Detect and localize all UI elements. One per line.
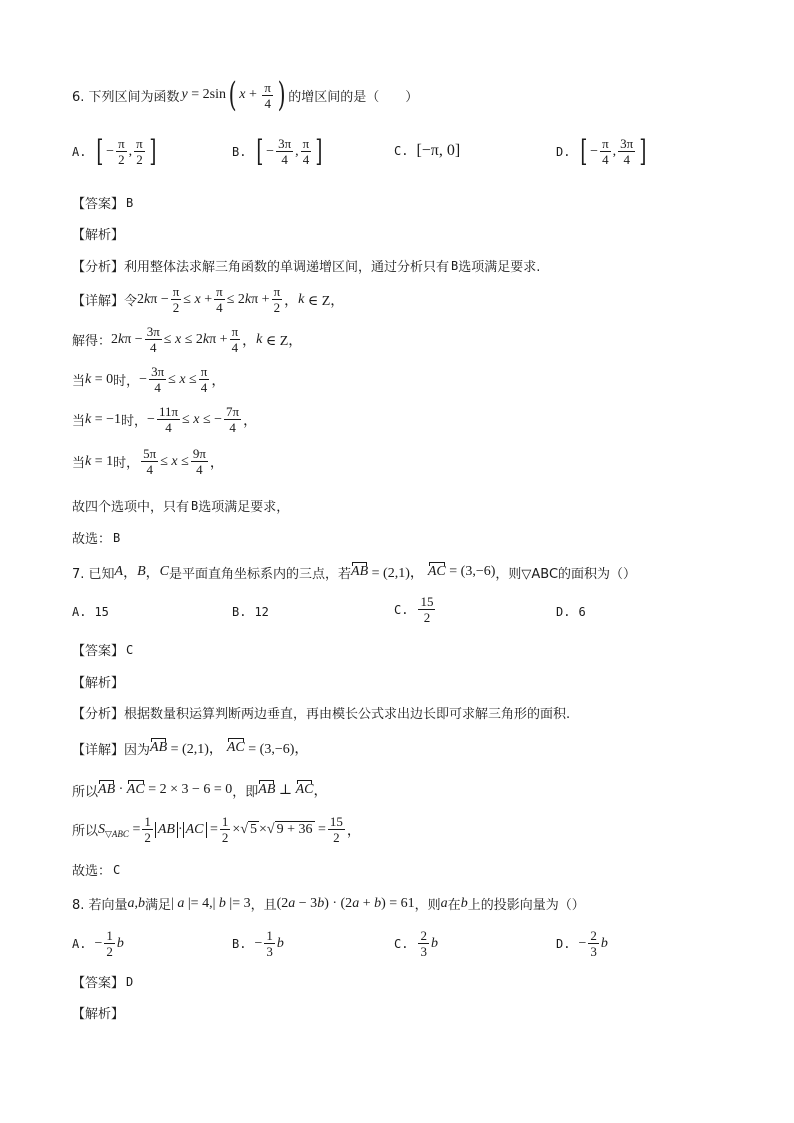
q7-fenxi: 【分析】 根据数量积运算判断两边垂直，再由模长公式求出边长即可求解三角形的面积.	[72, 707, 571, 722]
q7-option-b[interactable]: B. 12	[232, 605, 269, 619]
q8-jiexi: 【解析】	[72, 1007, 125, 1022]
q6-option-b[interactable]: B. [ − $\frac{3\pi}{4}$ , $\frac{\pi}{4}$ ]	[232, 133, 323, 169]
q7-jiexi: 【解析】	[72, 676, 125, 691]
q6-fenxi: 【分析】 利用整体法求解三角函数的单调递增区间，通过分析只有 B 选项满足要求.	[72, 258, 541, 275]
q7-answer: 【答案】 C	[72, 642, 134, 659]
q6-option-a[interactable]: A. [ − $\frac{\pi}{2}$ , $\frac{\pi}{2}$ ]	[72, 133, 157, 169]
q6-detail-k1: 当 k = 1 时， $\frac{5\pi}{4}$ ≤ x ≤ $\frac{9\pi}{4}$ ，	[72, 446, 224, 477]
q8-answer: 【答案】 D	[72, 974, 134, 991]
q6-conclusion: 故四个选项中，只有 B 选项满足要求，	[72, 498, 290, 515]
q6-answer: 【答案】 B	[72, 195, 134, 212]
q7-option-d[interactable]: D. 6	[556, 605, 586, 619]
q7-stem: 7. 已知 A ， B ， C 是平面直角坐标系内的三点，若 AB = (2,1)， AC = (3,−6) ，则▽ABC的面积为（）	[72, 564, 637, 582]
q6-function: y	[181, 87, 188, 102]
q6-detail-k0: 当 k = 0 时， − $\frac{3\pi}{4}$ ≤ x ≤ $\frac{\pi}{4}$ ，	[72, 364, 226, 395]
q8-stem: 8. 若向量 a , b 满足 | a |= 4,| b |= 3 ，且 (2 a − 3 b ) · (2 a + b ) = 61 ，则 a 在 b 上的投影向量为（）	[72, 895, 585, 913]
q6-detail-2: 解得： 2 k π − $\frac{3\pi}{4}$ ≤ x ≤ 2 k π + $\frac{\pi}{4}$ ， k ∈ Z，	[72, 324, 303, 355]
q6-choose: 故选： B	[72, 530, 121, 547]
q8-option-a[interactable]: A. − $\frac{1}{2}$ b	[72, 928, 124, 959]
q6-option-c[interactable]: C. [−π, 0]	[394, 142, 461, 159]
q7-option-a[interactable]: A. 15	[72, 605, 109, 619]
q8-option-b[interactable]: B. − $\frac{1}{3}$ b	[232, 928, 284, 959]
q7-detail-1: 【详解】 因为 AB = (2,1)， AC = (3,−6)，	[72, 740, 309, 758]
q7-choose: 故选： C	[72, 862, 121, 879]
q6-detail-1: 【详解】 令 2 k π − $\frac{\pi}{2}$ ≤ x + $\frac{\pi}{4}$ ≤ 2 k π + $\frac{\pi}{2}$ ， k ∈ Z，	[72, 284, 345, 315]
q6-stem: 6. 下列区间为函数 y = 2 sin ( x + $\frac{\pi}{4}$ ) 的增区间的是（ ）	[72, 75, 419, 115]
q7-detail-3: 所以 S ▽ABC = $\frac{1}{2}$ AB · AC = $\frac{1}{2}$ ×√ 5 ×√ 9 + 36 = $\frac{15}{2}$ ，	[72, 814, 361, 845]
q7-option-c[interactable]: C. $\frac{15}{2}$	[394, 594, 434, 625]
q6-jiexi: 【解析】	[72, 228, 125, 243]
q6-stem-prefix: 6. 下列区间为函数	[72, 89, 180, 105]
q8-option-d[interactable]: D. − $\frac{2}{3}$ b	[556, 928, 608, 959]
q6-stem-suffix: 的增区间的是（ ）	[288, 89, 419, 105]
q6-detail-km1: 当 k = −1 时， − $\frac{11\pi}{4}$ ≤ x ≤ − $\frac{7\pi}{4}$ ，	[72, 404, 258, 435]
q7-detail-2: 所以 AB · AC = 2 × 3 − 6 = 0 ，即 AB ⊥ AC ，	[72, 782, 328, 800]
q8-option-c[interactable]: C. $\frac{2}{3}$ b	[394, 928, 438, 959]
q6-option-d[interactable]: D. [ − $\frac{\pi}{4}$ , $\frac{3\pi}{4}$ ]	[556, 133, 647, 169]
